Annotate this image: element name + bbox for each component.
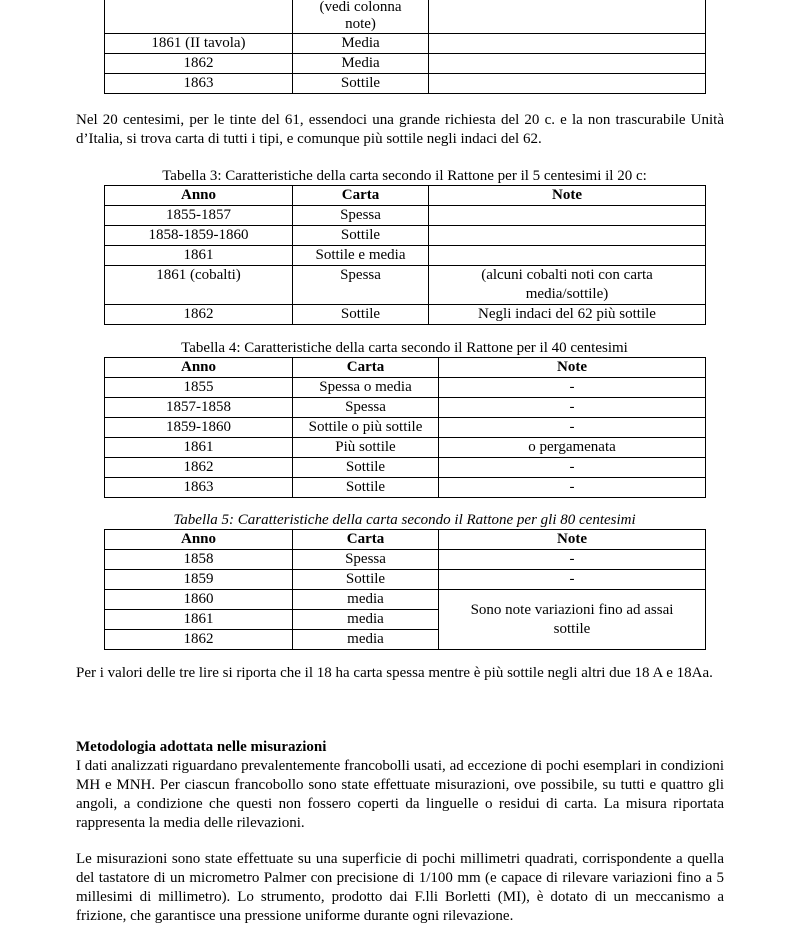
table-cell: - bbox=[439, 550, 706, 570]
table-cell: 1862 bbox=[105, 630, 293, 650]
table-row bbox=[105, 246, 706, 266]
table-top-continued bbox=[104, 0, 706, 94]
table-row bbox=[105, 458, 706, 478]
table-cell: o pergamenata bbox=[439, 438, 706, 458]
table-row bbox=[105, 226, 706, 246]
paragraph-tre-lire: Per i valori delle tre lire si riporta che il 18 ha carta spessa mentre è più sottile negli altri due 18 A e 18Aa. bbox=[76, 665, 713, 681]
table-cell: 1861 bbox=[105, 246, 293, 266]
table-cell: - bbox=[439, 378, 706, 398]
column-header-carta: Carta bbox=[293, 358, 439, 378]
table-cell: Spessa o media bbox=[293, 378, 439, 398]
table-cell: Sottile o più sottile bbox=[293, 418, 439, 438]
table3-caption: Tabella 3: Caratteristiche della carta secondo il Rattone per il 5 centesimi il 20 c: bbox=[162, 168, 647, 184]
table-cell: 1863 bbox=[105, 74, 293, 94]
table-cell bbox=[429, 74, 706, 94]
table-row bbox=[105, 438, 706, 458]
table-row bbox=[105, 74, 706, 94]
table-cell-line: note) bbox=[345, 16, 376, 32]
table-cell: Negli indaci del 62 più sottile bbox=[429, 305, 706, 325]
table-cell bbox=[429, 226, 706, 246]
table-row bbox=[105, 34, 706, 54]
table-cell: Spessa bbox=[293, 206, 429, 226]
table-cell: Sottile bbox=[293, 458, 439, 478]
table-cell-line: (vedi colonna bbox=[319, 0, 402, 15]
column-header-anno: Anno bbox=[105, 358, 293, 378]
table-cell: 1858 bbox=[105, 550, 293, 570]
table-cell: 1859 bbox=[105, 570, 293, 590]
table-cell: - bbox=[439, 418, 706, 438]
table-cell: Sottile bbox=[293, 226, 429, 246]
table-row bbox=[105, 266, 706, 305]
table-cell: Sottile bbox=[293, 478, 439, 498]
table-cell: Sottile bbox=[293, 305, 429, 325]
table-row bbox=[105, 305, 706, 325]
table-cell: 1855 bbox=[105, 378, 293, 398]
table-cell: 1858-1859-1860 bbox=[105, 226, 293, 246]
table-cell: 1862 bbox=[105, 458, 293, 478]
table-cell: media bbox=[293, 590, 439, 610]
table-cell: 1859-1860 bbox=[105, 418, 293, 438]
column-header-anno: Anno bbox=[105, 530, 293, 550]
merged-note-cell: Sono note variazioni fino ad assai sottile bbox=[439, 590, 706, 650]
table4-caption: Tabella 4: Caratteristiche della carta secondo il Rattone per il 40 centesimi bbox=[181, 340, 628, 356]
column-header-carta: Carta bbox=[293, 530, 439, 550]
paragraph-dati-analizzati: I dati analizzati riguardano prevalentemente francobolli usati, ad eccezione di pochi esemplari in condizioni MH e MNH. Per ciascun francobollo sono state effettuate misurazioni, ove possibile, su tutti e quattro gli angoli, a condizione che questi non fossero coperti da linguelle o residui di carta. La misura riportata rappresenta la media delle rilevazioni. bbox=[76, 758, 724, 831]
column-header-anno: Anno bbox=[105, 186, 293, 206]
table-cell: 1855-1857 bbox=[105, 206, 293, 226]
table4 bbox=[104, 357, 706, 498]
table5 bbox=[104, 529, 706, 650]
table-cell: Più sottile bbox=[293, 438, 439, 458]
paragraph-20-centesimi: Nel 20 centesimi, per le tinte del 61, essendoci una grande richiesta del 20 c. e la non trascurabile Unità d’Italia, si trova carta di tutti i tipi, e comunque più sottile negli indaci del 62. bbox=[76, 112, 724, 147]
table-cell: - bbox=[439, 570, 706, 590]
table-cell: Sottile bbox=[293, 570, 439, 590]
table-cell: 1861 (II tavola) bbox=[105, 34, 293, 54]
table-cell bbox=[429, 0, 706, 34]
table-cell: - bbox=[439, 398, 706, 418]
table-header-row bbox=[105, 358, 706, 378]
column-header-note: Note bbox=[429, 186, 706, 206]
table-cell: - bbox=[439, 478, 706, 498]
table-cell: 1861 bbox=[105, 610, 293, 630]
table-cell: Media bbox=[293, 34, 429, 54]
table-cell bbox=[429, 246, 706, 266]
table-cell: Sottile bbox=[293, 74, 429, 94]
table-cell: Sottile e media bbox=[293, 246, 429, 266]
table-row bbox=[105, 478, 706, 498]
table-cell: 1860 bbox=[105, 590, 293, 610]
table-cell bbox=[429, 206, 706, 226]
table-cell: Spessa bbox=[293, 266, 429, 305]
table-row bbox=[105, 570, 706, 590]
table-cell: 1862 bbox=[105, 305, 293, 325]
table3 bbox=[104, 185, 706, 325]
column-header-carta: Carta bbox=[293, 186, 429, 206]
table-header-row bbox=[105, 186, 706, 206]
column-header-note: Note bbox=[439, 358, 706, 378]
table-cell: media bbox=[293, 630, 439, 650]
table5-caption: Tabella 5: Caratteristiche della carta secondo il Rattone per gli 80 centesimi bbox=[173, 512, 636, 528]
table-cell: Spessa bbox=[293, 398, 439, 418]
table-cell bbox=[429, 54, 706, 74]
table-cell: media bbox=[293, 610, 439, 630]
table-row bbox=[105, 206, 706, 226]
table-cell bbox=[429, 34, 706, 54]
table-row bbox=[105, 418, 706, 438]
table-cell: Media bbox=[293, 54, 429, 74]
table-cell bbox=[293, 0, 429, 34]
table-cell: 1857-1858 bbox=[105, 398, 293, 418]
table-cell: 1862 bbox=[105, 54, 293, 74]
table-cell: Spessa bbox=[293, 550, 439, 570]
table-cell: - bbox=[439, 458, 706, 478]
table-row bbox=[105, 550, 706, 570]
table-row bbox=[105, 378, 706, 398]
table-row bbox=[105, 54, 706, 74]
table-cell: 1863 bbox=[105, 478, 293, 498]
section-heading: Metodologia adottata nelle misurazioni bbox=[76, 739, 327, 755]
table-row bbox=[105, 398, 706, 418]
table-cell: (alcuni cobalti noti con carta media/sottile) bbox=[429, 266, 706, 305]
paragraph-misurazioni: Le misurazioni sono state effettuate su una superficie di pochi millimetri quadrati, corrispondente a quella del tastatore di un micrometro Palmer con precisione di 1/100 mm (e capace di rilevare variazioni fino a 5 millesimi di millimetro). Lo strumento, prodotto dai F.lli Borletti (MI), è dotato di un meccanismo a frizione, che garantisce una pressione uniforme durante ogni rilevazione. bbox=[76, 851, 724, 924]
table-cell: 1861 bbox=[105, 438, 293, 458]
column-header-note: Note bbox=[439, 530, 706, 550]
table-cell: 1861 (cobalti) bbox=[105, 266, 293, 305]
table-row bbox=[105, 590, 706, 610]
table-header-row bbox=[105, 530, 706, 550]
table-cell bbox=[105, 0, 293, 34]
